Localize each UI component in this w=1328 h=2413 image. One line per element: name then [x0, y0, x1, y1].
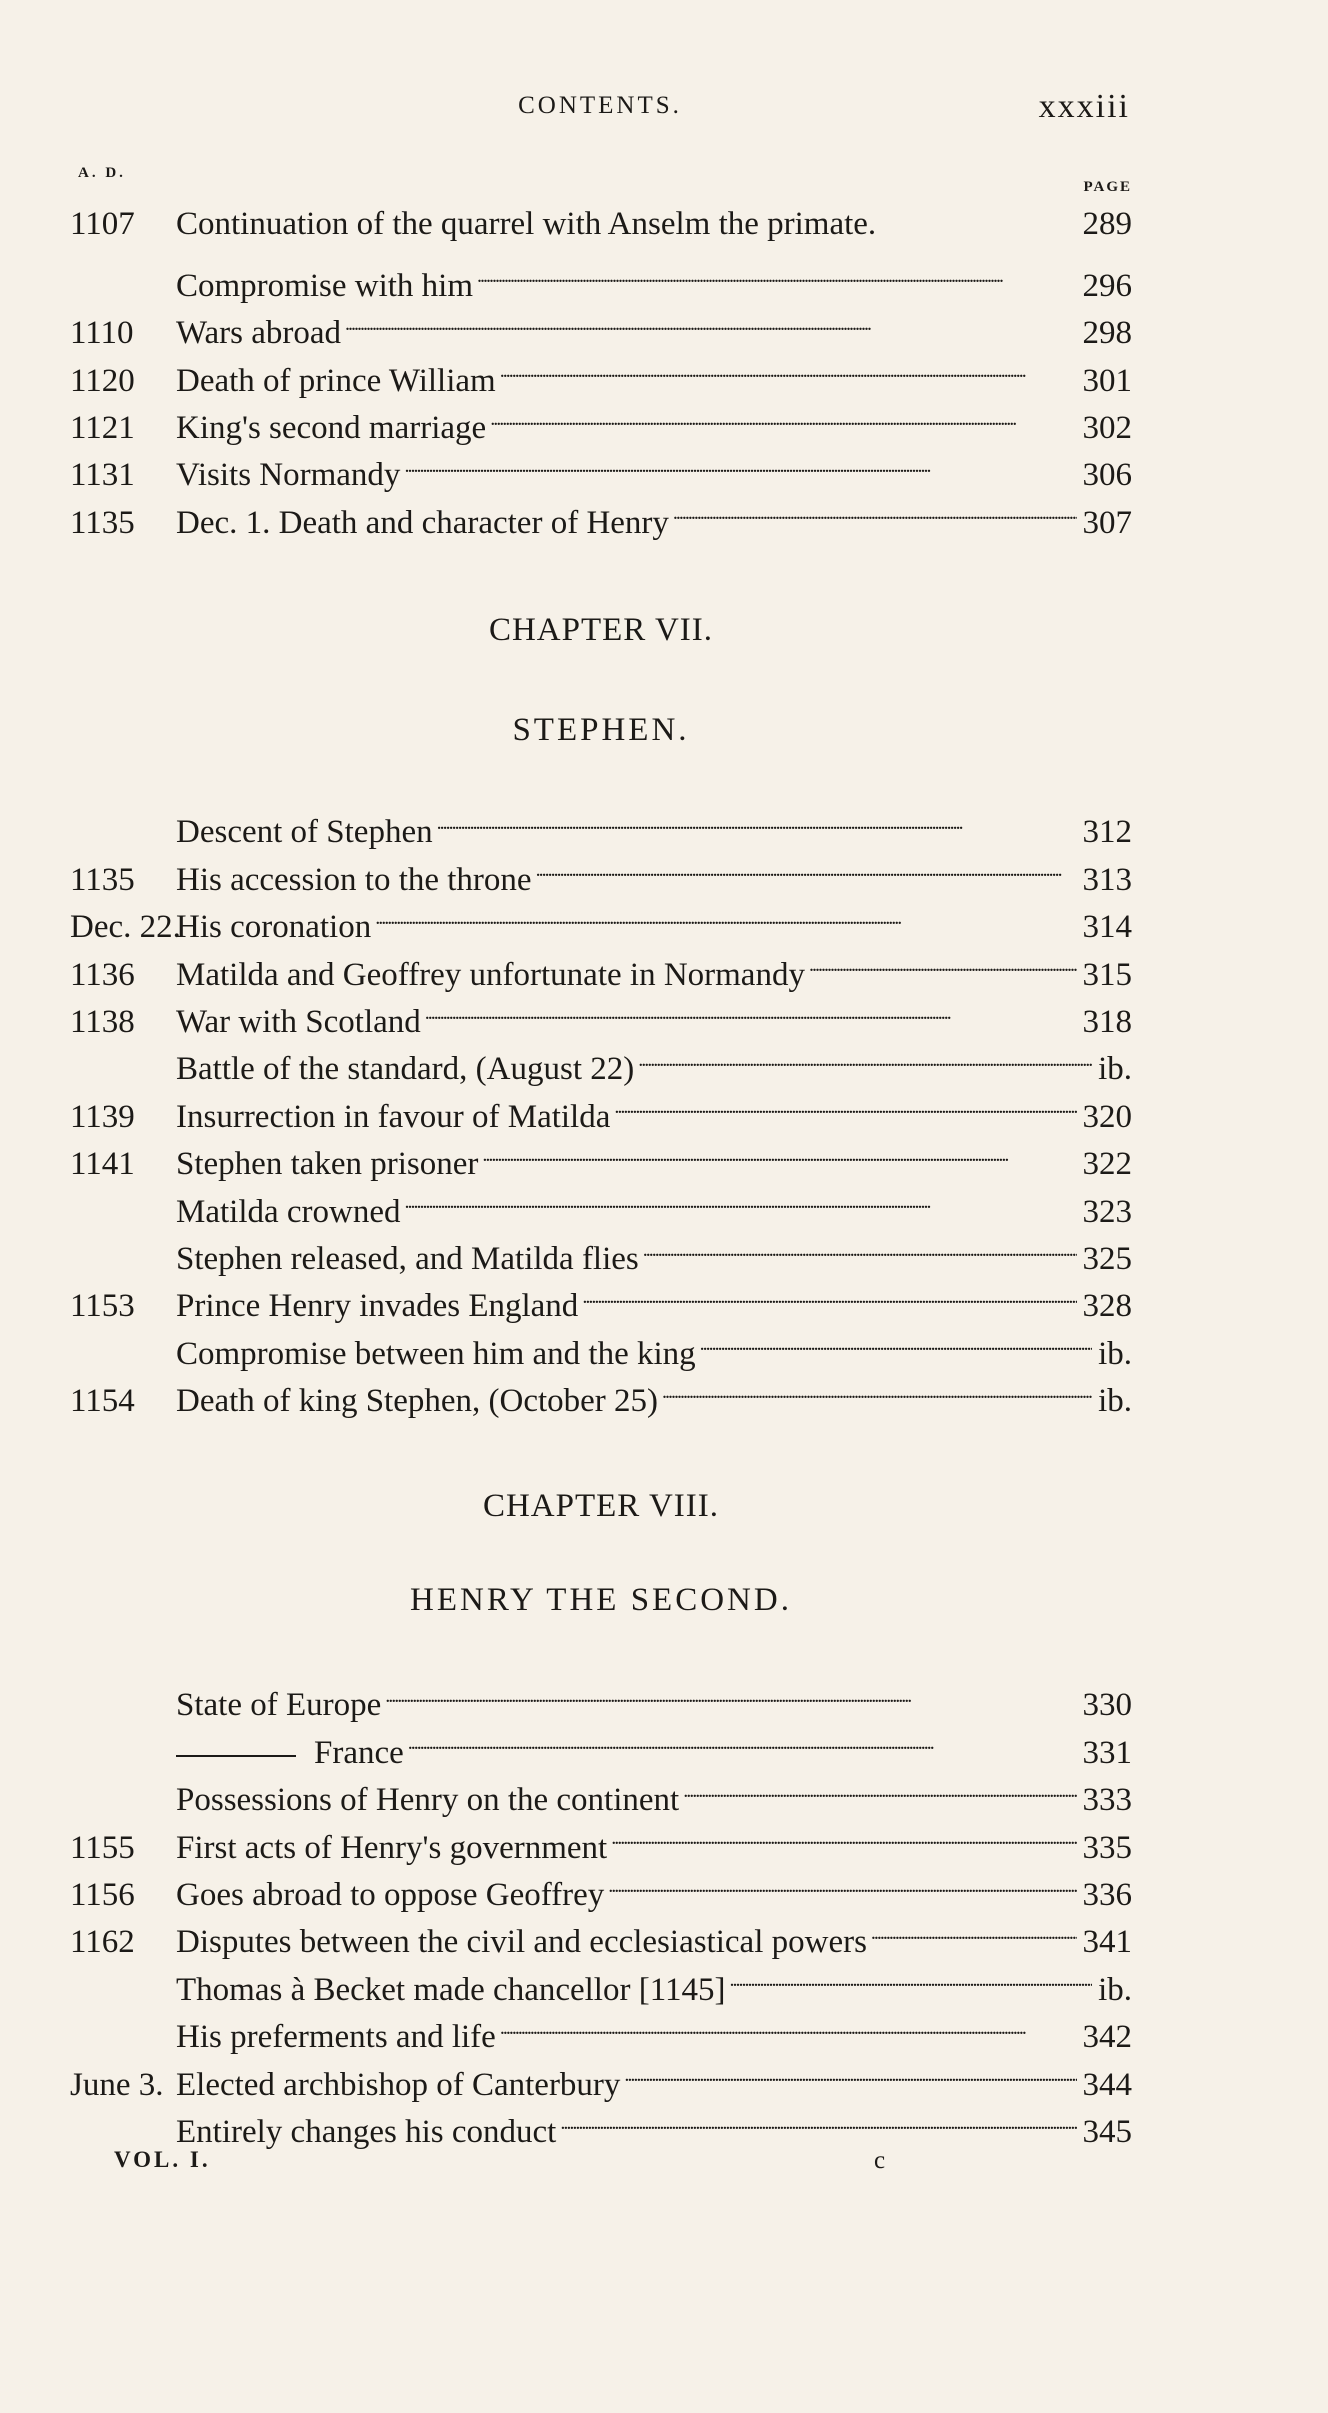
entry-title: Prince Henry invades England [176, 1288, 579, 1325]
entry-page: 325 [1082, 1240, 1132, 1277]
column-heading-ad: A. D. [78, 165, 126, 181]
contents-entry [70, 795, 1132, 851]
dot-leader [404, 438, 1076, 485]
contents-list-henry-i [70, 201, 1132, 541]
entry-page: 341 [1082, 1924, 1132, 1961]
entry-title: Disputes between the civil and ecclesiastical powers [176, 1924, 867, 1961]
entry-title: Matilda crowned [176, 1193, 401, 1230]
entry-date: 1139 [70, 1098, 135, 1135]
chapter-heading: CHAPTER VII. [488, 612, 714, 648]
dot-leader [477, 248, 1077, 295]
column-heading-page: PAGE [1083, 179, 1132, 195]
entry-page: 328 [1082, 1288, 1132, 1325]
contents-entry [70, 248, 1132, 304]
entry-title: First acts of Henry's government [176, 1829, 608, 1866]
entry-date: 1141 [70, 1146, 135, 1183]
dot-leader [405, 1174, 1077, 1221]
entry-date: 1107 [70, 206, 135, 242]
ditto-rule [176, 1755, 296, 1757]
entry-date: June 3. [70, 2066, 164, 2103]
dot-leader [683, 1763, 1076, 1810]
contents-entry [70, 1763, 1132, 1819]
entry-date: 1135 [70, 861, 135, 898]
entry-page: 312 [1082, 814, 1132, 851]
dot-leader [560, 2095, 1076, 2142]
entry-date: 1136 [70, 956, 135, 993]
dot-leader [624, 2047, 1076, 2094]
dot-leader [500, 2000, 1077, 2047]
entry-date: 1155 [70, 1829, 135, 1866]
chapter-title: STEPHEN. [512, 712, 690, 748]
entry-page: ib. [1098, 1971, 1132, 2008]
entry-title: Compromise between him and the king [176, 1335, 696, 1372]
entry-page: 315 [1082, 956, 1132, 993]
entry-date: 1153 [70, 1288, 135, 1325]
entry-title: Wars abroad [176, 315, 342, 352]
entry-title: Stephen released, and Matilda flies [176, 1240, 639, 1277]
entry-page: 298 [1082, 315, 1132, 352]
entry-page: 313 [1082, 861, 1132, 898]
column-headings [72, 165, 1132, 195]
entry-date: 1131 [70, 457, 135, 494]
contents-list-stephen [70, 795, 1132, 1420]
entry-page: 333 [1082, 1782, 1132, 1819]
dot-leader [662, 1364, 1092, 1411]
entry-title: Possessions of Henry on the continent [176, 1782, 680, 1819]
entry-page: 322 [1082, 1146, 1132, 1183]
contents-entry [70, 201, 1132, 248]
entry-page: 331 [1082, 1734, 1132, 1771]
dot-leader [582, 1269, 1076, 1316]
entry-page: ib. [1098, 1383, 1132, 1420]
entry-title: Descent of Stephen [176, 814, 433, 851]
entry-page: 323 [1082, 1193, 1132, 1230]
signature-mark: c [874, 2147, 886, 2174]
dot-leader [385, 1668, 1076, 1715]
entry-page: 307 [1082, 504, 1132, 541]
volume-mark: VOL. I. [114, 2147, 211, 2172]
entry-title: France [314, 1734, 404, 1771]
running-title: CONTENTS. [518, 92, 682, 119]
entry-date: 1120 [70, 362, 135, 399]
entry-title: Entirely changes his conduct [176, 2113, 557, 2150]
running-head [70, 88, 1130, 128]
entry-title: Thomas à Becket made chancellor [1145] [176, 1971, 726, 2008]
dot-leader [408, 1715, 1077, 1762]
entry-title: King's second marriage [176, 409, 487, 446]
entry-page: 301 [1082, 362, 1132, 399]
dot-leader [425, 985, 1077, 1032]
entry-title: Stephen taken prisoner [176, 1146, 479, 1183]
chapter-heading: CHAPTER VIII. [482, 1488, 720, 1524]
entry-title: War with Scotland [176, 1003, 421, 1040]
dot-leader [700, 1316, 1092, 1363]
dot-leader [673, 485, 1077, 532]
entry-title: His accession to the throne [176, 861, 532, 898]
entry-title: Goes abroad to oppose Geoffrey [176, 1876, 605, 1913]
dot-leader [500, 343, 1077, 390]
entry-title: Elected archbishop of Canterbury [176, 2066, 621, 2103]
entry-title: Compromise with him [176, 267, 473, 304]
dot-leader [809, 937, 1077, 984]
entry-page: 289 [1082, 206, 1132, 242]
page-number: xxxiii [1038, 88, 1130, 125]
dot-leader [638, 1032, 1092, 1079]
dot-leader [643, 1222, 1077, 1269]
dot-leader [437, 795, 1077, 842]
entry-page: 344 [1082, 2066, 1132, 2103]
entry-date: 1156 [70, 1876, 135, 1913]
entry-date: Dec. 22. [70, 909, 181, 946]
entry-date: 1135 [70, 504, 135, 541]
entry-date: 1138 [70, 1003, 135, 1040]
dot-leader [375, 890, 1076, 937]
entry-date: 1154 [70, 1383, 135, 1420]
entry-page: 296 [1082, 267, 1132, 304]
entry-page: 342 [1082, 2019, 1132, 2056]
dot-leader [611, 1810, 1076, 1857]
entry-date: 1110 [70, 315, 134, 352]
entry-title: Visits Normandy [176, 457, 401, 494]
dot-leader [536, 842, 1077, 889]
entry-page: 336 [1082, 1876, 1132, 1913]
entry-title: Continuation of the quarrel with Anselm the primate. [176, 206, 877, 242]
entry-page: 330 [1082, 1687, 1132, 1724]
entry-page: 302 [1082, 409, 1132, 446]
entry-title: Battle of the standard, (August 22) [176, 1051, 635, 1088]
entry-title: Insurrection in favour of Matilda [176, 1098, 611, 1135]
dot-leader [345, 296, 1076, 343]
signature-line [114, 2147, 914, 2183]
contents-list-henry-ii [70, 1668, 1132, 2150]
entry-page: ib. [1098, 1335, 1132, 1372]
entry-page: 314 [1082, 909, 1132, 946]
entry-page: 345 [1082, 2113, 1132, 2150]
dot-leader [482, 1127, 1076, 1174]
dot-leader [608, 1858, 1076, 1905]
dot-leader [614, 1079, 1076, 1126]
entry-date: 1121 [70, 409, 135, 446]
dot-leader [871, 1905, 1077, 1952]
contents-entry [70, 1668, 1132, 1724]
entry-page: 318 [1082, 1003, 1132, 1040]
entry-date: 1162 [70, 1924, 135, 1961]
entry-title: Dec. 1. Death and character of Henry [176, 504, 669, 541]
entry-page: 306 [1082, 457, 1132, 494]
chapter-title: HENRY THE SECOND. [410, 1582, 792, 1618]
entry-title: State of Europe [176, 1687, 382, 1724]
dot-leader [490, 391, 1076, 438]
entry-title: Death of king Stephen, (October 25) [176, 1383, 659, 1420]
entry-title: His coronation [176, 909, 372, 946]
entry-title: Matilda and Geoffrey unfortunate in Normandy [176, 956, 805, 993]
entry-page: 320 [1082, 1098, 1132, 1135]
entry-page: 335 [1082, 1829, 1132, 1866]
dot-leader [729, 1952, 1092, 1999]
entry-title: Death of prince William [176, 362, 496, 399]
entry-title: His preferments and life [176, 2019, 496, 2056]
entry-page: ib. [1098, 1051, 1132, 1088]
